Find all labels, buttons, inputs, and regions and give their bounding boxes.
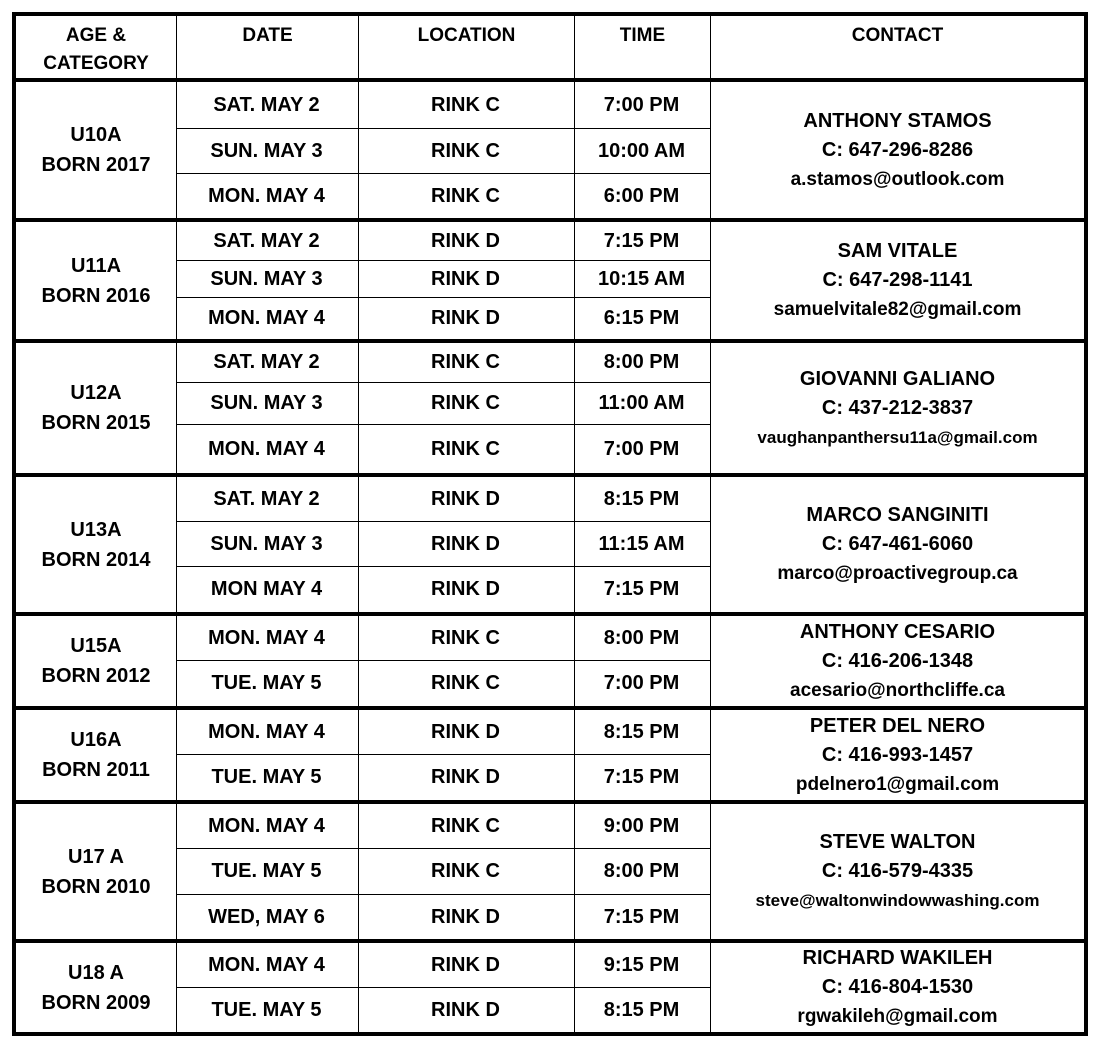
location-cell: RINK C bbox=[431, 860, 500, 882]
contact-cell bbox=[711, 477, 1084, 612]
column-divider bbox=[176, 16, 177, 78]
contact-cell bbox=[711, 82, 1084, 218]
birth-year-label: BORN 2012 bbox=[41, 665, 151, 687]
contact-phone: C: 647-461-6060 bbox=[821, 533, 974, 555]
date-cell: MON. MAY 4 bbox=[208, 720, 325, 743]
time-cell: 9:15 PM bbox=[603, 953, 680, 976]
location-cell: RINK C bbox=[431, 351, 500, 373]
schedule-row bbox=[176, 567, 710, 612]
header-date: DATE bbox=[242, 25, 293, 46]
time-cell: 7:15 PM bbox=[603, 905, 680, 928]
contact-email[interactable]: steve@waltonwindowwashing.com bbox=[755, 891, 1040, 910]
category-label: U17 A bbox=[68, 845, 124, 868]
date-cell: MON. MAY 4 bbox=[208, 184, 325, 207]
date-cell: SUN. MAY 3 bbox=[210, 139, 323, 162]
date-cell: TUE. MAY 5 bbox=[211, 672, 322, 694]
contact-phone: C: 647-296-8286 bbox=[821, 138, 974, 161]
time-cell: 8:00 PM bbox=[603, 626, 680, 649]
category-label: U16A bbox=[70, 729, 122, 751]
time-cell: 7:00 PM bbox=[603, 437, 680, 460]
contact-phone: C: 647-298-1141 bbox=[822, 269, 973, 291]
location-cell: RINK C bbox=[431, 814, 500, 837]
contact-phone: C: 416-804-1530 bbox=[821, 976, 974, 998]
contact-name: STEVE WALTON bbox=[819, 831, 976, 853]
time-cell: 7:00 PM bbox=[603, 672, 680, 694]
header-contact: CONTACT bbox=[851, 25, 944, 46]
time-cell: 8:15 PM bbox=[603, 720, 680, 743]
column-divider bbox=[574, 343, 575, 473]
schedule-row bbox=[176, 755, 710, 800]
location-cell: RINK C bbox=[431, 626, 500, 649]
schedule-row bbox=[176, 477, 710, 522]
column-divider bbox=[358, 16, 359, 78]
schedule-group bbox=[16, 710, 1084, 804]
column-divider bbox=[358, 710, 359, 800]
date-cell: MON. MAY 4 bbox=[208, 814, 325, 837]
column-divider bbox=[176, 343, 177, 473]
schedule-row bbox=[176, 261, 710, 298]
contact-email[interactable]: acesario@northcliffe.ca bbox=[790, 679, 1005, 701]
birth-year-label: BORN 2009 bbox=[41, 991, 151, 1014]
schedule-row bbox=[176, 988, 710, 1032]
schedule-group bbox=[16, 82, 1084, 222]
contact-name: ANTHONY STAMOS bbox=[803, 109, 992, 132]
schedule-group bbox=[16, 477, 1084, 616]
age-category-cell bbox=[16, 943, 176, 1032]
location-cell: RINK D bbox=[431, 766, 500, 788]
time-cell: 8:15 PM bbox=[603, 998, 680, 1021]
time-cell: 7:00 PM bbox=[603, 93, 680, 116]
contact-phone: C: 416-993-1457 bbox=[821, 743, 974, 766]
time-cell: 10:15 AM bbox=[597, 267, 686, 290]
time-cell: 10:00 AM bbox=[597, 139, 686, 162]
category-label: U10A bbox=[70, 124, 122, 146]
date-cell: TUE. MAY 5 bbox=[211, 860, 322, 882]
time-cell: 9:00 PM bbox=[603, 814, 680, 837]
category-label: U15A bbox=[70, 635, 122, 657]
schedule-row bbox=[176, 804, 710, 849]
location-cell: RINK C bbox=[431, 672, 500, 694]
age-category-cell bbox=[16, 343, 176, 473]
time-cell: 7:15 PM bbox=[603, 578, 680, 600]
date-cell: MON. MAY 4 bbox=[208, 953, 325, 976]
contact-email[interactable]: pdelnero1@gmail.com bbox=[795, 773, 1000, 795]
contact-name: SAM VITALE bbox=[837, 240, 958, 262]
birth-year-label: BORN 2014 bbox=[41, 548, 151, 571]
schedule-row bbox=[176, 849, 710, 895]
time-cell: 11:00 AM bbox=[598, 392, 685, 414]
schedule-row bbox=[176, 129, 710, 174]
column-divider bbox=[574, 943, 575, 1032]
location-cell: RINK C bbox=[431, 139, 500, 162]
table-header bbox=[16, 16, 1084, 82]
category-label: U11A bbox=[70, 254, 122, 277]
contact-email[interactable]: a.stamos@outlook.com bbox=[790, 168, 1005, 190]
location-cell: RINK D bbox=[431, 998, 500, 1021]
column-divider bbox=[176, 943, 177, 1032]
birth-year-label: BORN 2015 bbox=[41, 412, 151, 434]
age-category-cell bbox=[16, 477, 176, 612]
age-category-cell bbox=[16, 222, 176, 339]
schedule-group bbox=[16, 804, 1084, 943]
birth-year-label: BORN 2010 bbox=[41, 875, 151, 898]
contact-name: PETER DEL NERO bbox=[809, 714, 986, 737]
schedule-row bbox=[176, 425, 710, 473]
location-cell: RINK D bbox=[431, 953, 500, 976]
column-divider bbox=[358, 616, 359, 706]
location-cell: RINK D bbox=[431, 229, 500, 252]
schedule-row bbox=[176, 616, 710, 661]
age-category-cell bbox=[16, 616, 176, 706]
column-divider bbox=[574, 616, 575, 706]
date-cell: SUN. MAY 3 bbox=[210, 267, 323, 290]
column-divider bbox=[358, 804, 359, 939]
contact-email[interactable]: rgwakileh@gmail.com bbox=[797, 1006, 998, 1027]
column-divider bbox=[176, 616, 177, 706]
column-divider bbox=[574, 477, 575, 612]
birth-year-label: BORN 2011 bbox=[42, 759, 150, 781]
schedule-row bbox=[176, 710, 710, 755]
time-cell: 7:15 PM bbox=[603, 766, 680, 788]
date-cell: MON. MAY 4 bbox=[208, 437, 325, 460]
schedule-row bbox=[176, 343, 710, 383]
header-age-category: AGE & CATEGORY bbox=[43, 25, 149, 74]
time-cell: 8:00 PM bbox=[603, 860, 680, 882]
time-cell: 7:15 PM bbox=[603, 229, 680, 252]
category-label: U18 A bbox=[68, 961, 124, 984]
location-cell: RINK D bbox=[431, 487, 500, 510]
column-divider bbox=[176, 82, 177, 218]
header-location: LOCATION bbox=[417, 25, 516, 46]
contact-cell bbox=[711, 343, 1084, 473]
column-divider bbox=[358, 222, 359, 339]
schedule-row bbox=[176, 82, 710, 129]
column-divider bbox=[358, 477, 359, 612]
column-divider bbox=[176, 804, 177, 939]
location-cell: RINK C bbox=[431, 437, 500, 460]
date-cell: TUE. MAY 5 bbox=[211, 998, 322, 1021]
contact-name: ANTHONY CESARIO bbox=[799, 620, 996, 643]
date-cell: TUE. MAY 5 bbox=[211, 766, 322, 788]
contact-name: MARCO SANGINITI bbox=[806, 504, 989, 526]
schedule-row bbox=[176, 895, 710, 939]
time-cell: 11:15 AM bbox=[598, 532, 685, 555]
contact-phone: C: 416-579-4335 bbox=[821, 860, 974, 882]
location-cell: RINK C bbox=[431, 93, 500, 116]
column-divider bbox=[710, 16, 711, 78]
contact-cell bbox=[711, 616, 1084, 706]
date-cell: MON. MAY 4 bbox=[208, 307, 325, 329]
birth-year-label: BORN 2017 bbox=[41, 154, 151, 176]
contact-cell bbox=[711, 943, 1084, 1032]
contact-email[interactable]: vaughanpanthersu11a@gmail.com bbox=[757, 427, 1038, 447]
column-divider bbox=[176, 710, 177, 800]
schedule-row bbox=[176, 661, 710, 706]
location-cell: RINK D bbox=[431, 267, 500, 290]
contact-name: GIOVANNI GALIANO bbox=[799, 367, 996, 390]
schedule-table bbox=[12, 12, 1088, 1036]
schedule-row bbox=[176, 522, 710, 567]
schedule-row bbox=[176, 383, 710, 425]
time-cell: 8:00 PM bbox=[603, 351, 680, 373]
column-divider bbox=[574, 82, 575, 218]
location-cell: RINK C bbox=[431, 392, 500, 414]
column-divider bbox=[574, 16, 575, 78]
schedule-row bbox=[176, 298, 710, 339]
time-cell: 6:00 PM bbox=[603, 184, 680, 207]
schedule-row bbox=[176, 943, 710, 988]
schedule-group bbox=[16, 616, 1084, 710]
date-cell: SAT. MAY 2 bbox=[213, 229, 320, 252]
date-cell: SUN. MAY 3 bbox=[210, 392, 323, 414]
location-cell: RINK D bbox=[431, 720, 500, 743]
column-divider bbox=[574, 222, 575, 339]
column-divider bbox=[358, 943, 359, 1032]
category-label: U12A bbox=[70, 382, 122, 404]
schedule-row bbox=[176, 174, 710, 218]
date-cell: SAT. MAY 2 bbox=[213, 487, 320, 510]
date-cell: WED, MAY 6 bbox=[208, 905, 325, 928]
age-category-cell bbox=[16, 82, 176, 218]
schedule-group bbox=[16, 343, 1084, 477]
schedule-group bbox=[16, 943, 1084, 1032]
date-cell: SAT. MAY 2 bbox=[213, 351, 320, 373]
date-cell: MON MAY 4 bbox=[210, 578, 323, 600]
time-cell: 8:15 PM bbox=[603, 487, 680, 510]
column-divider bbox=[574, 710, 575, 800]
column-divider bbox=[358, 343, 359, 473]
header-time: TIME bbox=[619, 25, 666, 46]
column-divider bbox=[176, 222, 177, 339]
column-divider bbox=[176, 477, 177, 612]
location-cell: RINK D bbox=[431, 307, 500, 329]
category-label: U13A bbox=[70, 518, 122, 541]
location-cell: RINK D bbox=[431, 532, 500, 555]
age-category-cell bbox=[16, 710, 176, 800]
location-cell: RINK D bbox=[431, 905, 500, 928]
birth-year-label: BORN 2016 bbox=[41, 284, 151, 307]
contact-cell bbox=[711, 222, 1084, 339]
contact-phone: C: 416-206-1348 bbox=[821, 649, 974, 672]
location-cell: RINK D bbox=[431, 578, 500, 600]
schedule-group bbox=[16, 222, 1084, 343]
location-cell: RINK C bbox=[431, 184, 500, 207]
date-cell: SAT. MAY 2 bbox=[213, 93, 320, 116]
time-cell: 6:15 PM bbox=[603, 307, 680, 329]
schedule-row bbox=[176, 222, 710, 261]
contact-email[interactable]: marco@proactivegroup.ca bbox=[777, 563, 1018, 584]
contact-phone: C: 437-212-3837 bbox=[821, 396, 974, 419]
date-cell: MON. MAY 4 bbox=[208, 626, 325, 649]
contact-name: RICHARD WAKILEH bbox=[802, 947, 993, 969]
contact-email[interactable]: samuelvitale82@gmail.com bbox=[773, 299, 1022, 320]
contact-cell bbox=[711, 804, 1084, 939]
column-divider bbox=[574, 804, 575, 939]
date-cell: SUN. MAY 3 bbox=[210, 532, 323, 555]
column-divider bbox=[358, 82, 359, 218]
contact-cell bbox=[711, 710, 1084, 800]
age-category-cell bbox=[16, 804, 176, 939]
